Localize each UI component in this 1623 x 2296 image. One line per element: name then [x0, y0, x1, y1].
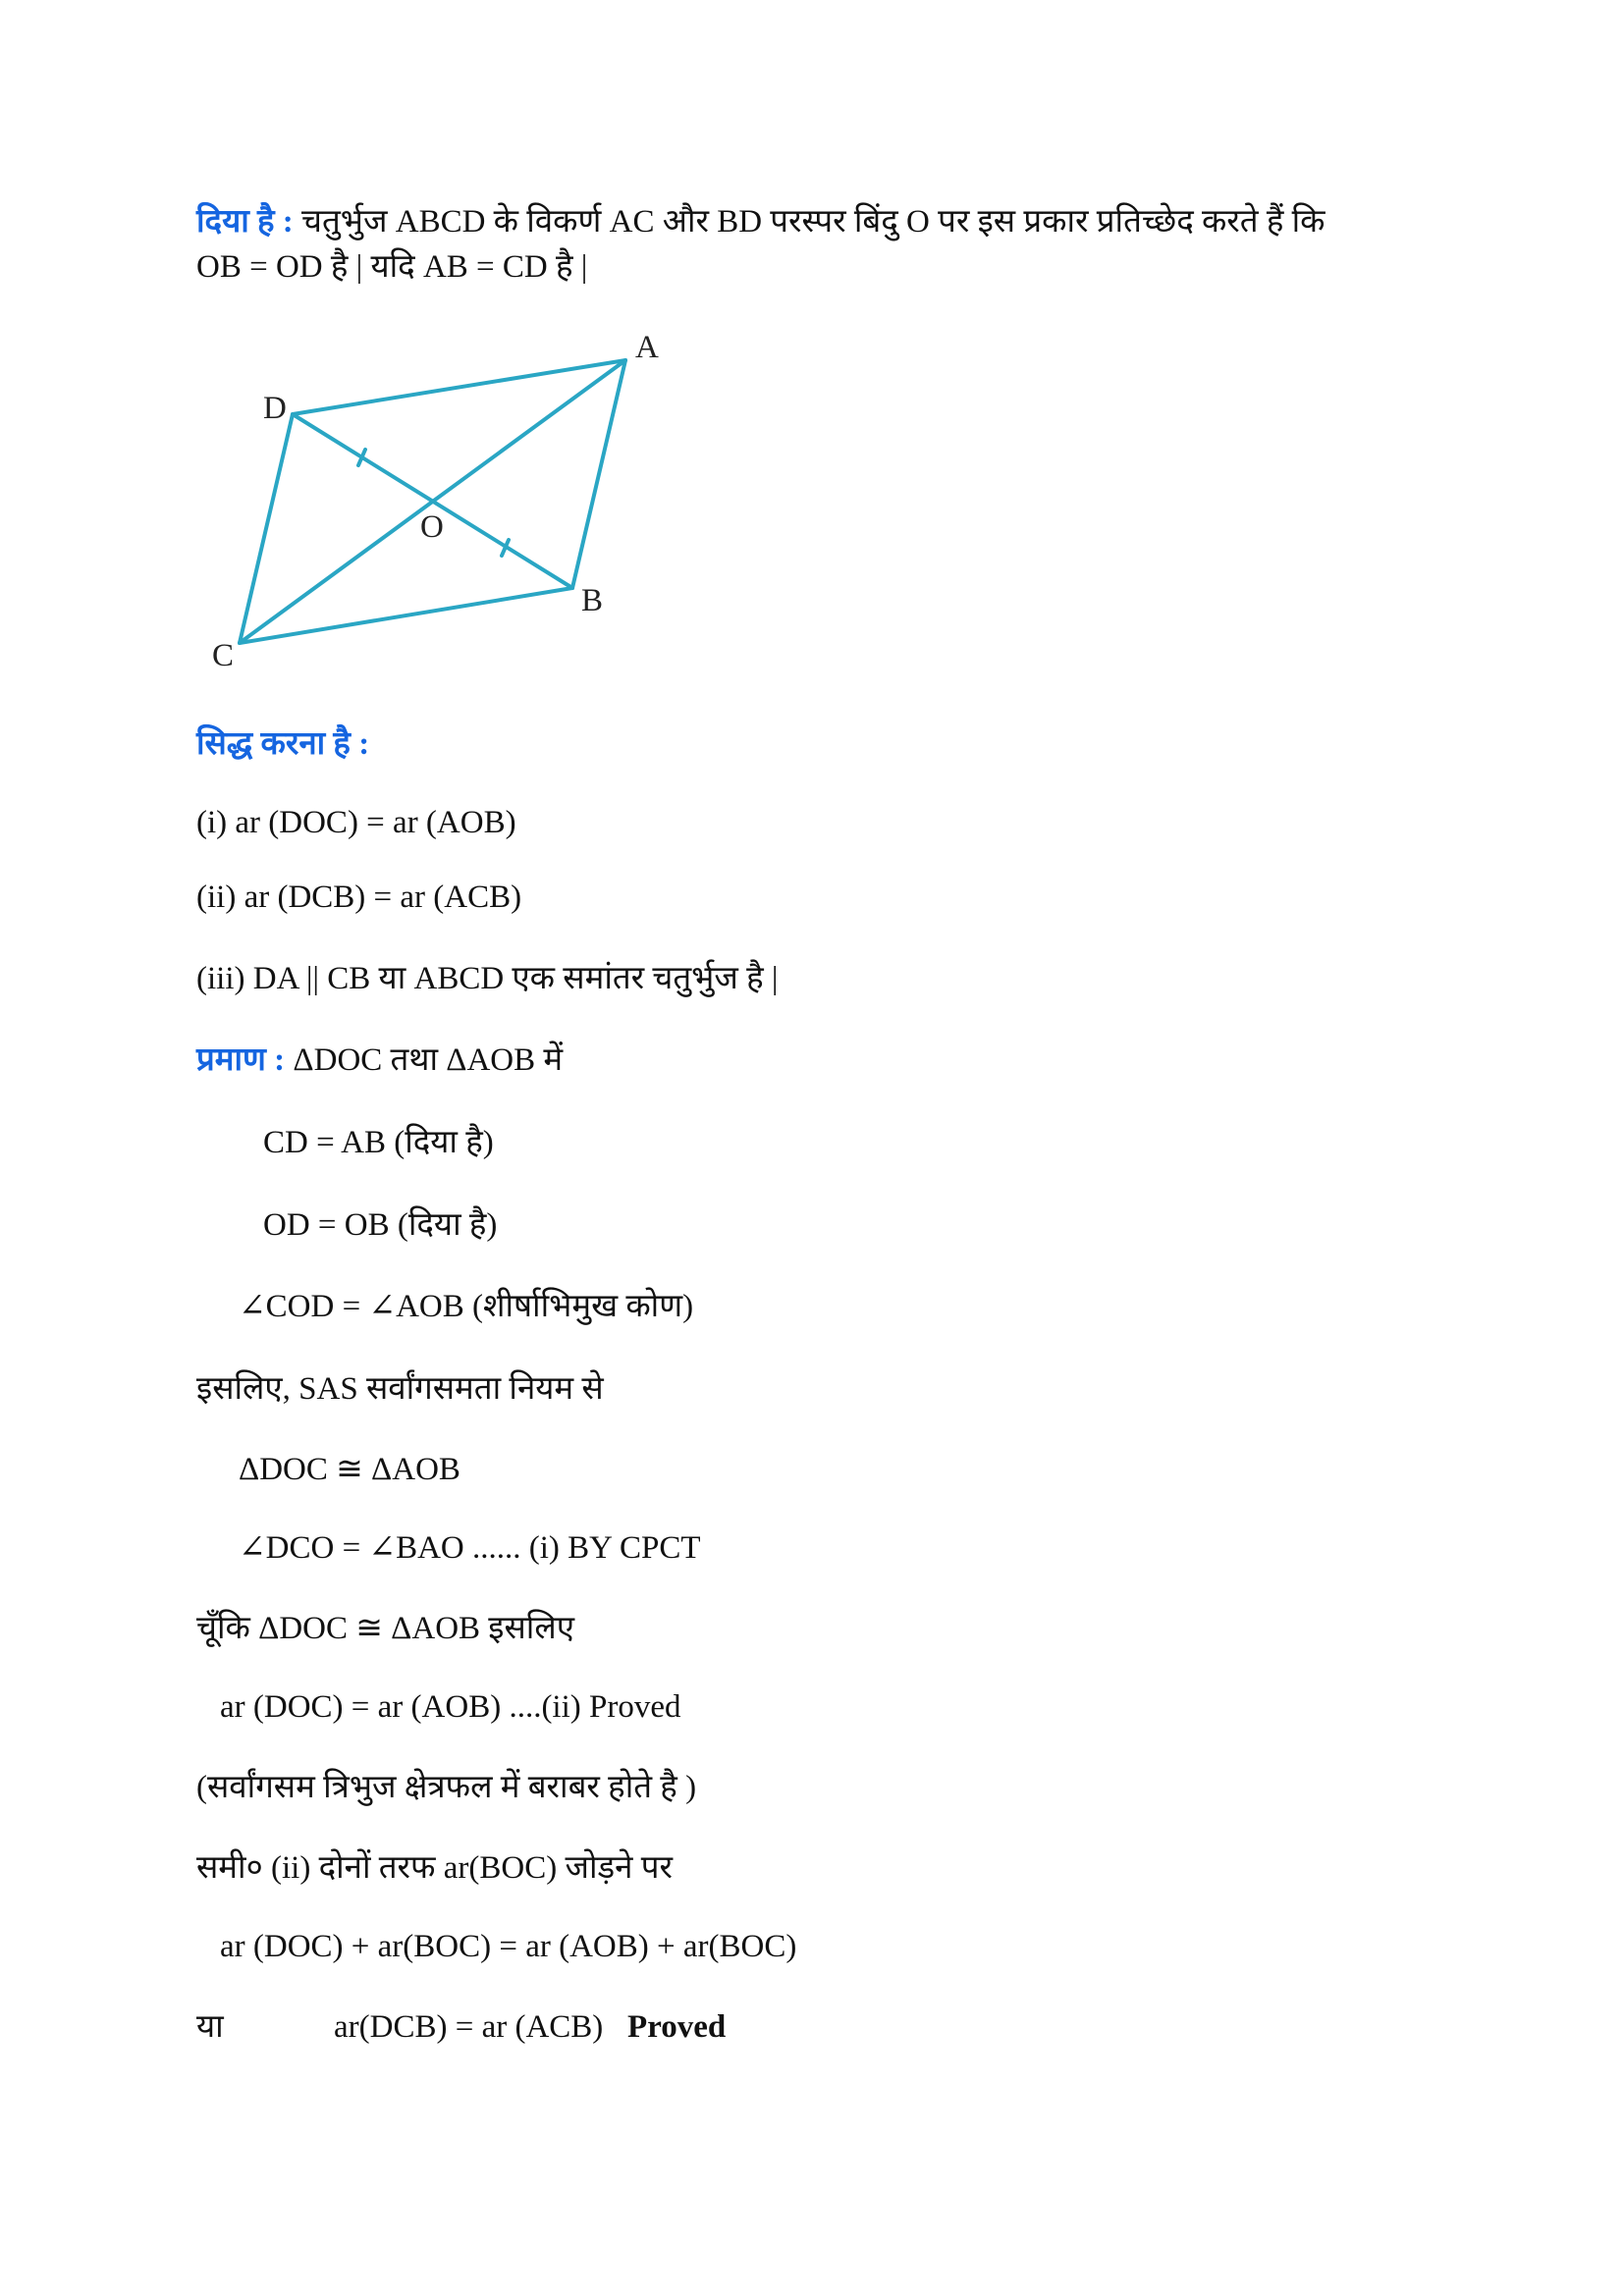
label-o: O [420, 509, 444, 545]
proof-final-line [334, 2005, 726, 2049]
given-line-1 [196, 200, 1325, 243]
proof-heading: प्रमाण : [196, 1042, 286, 1078]
label-a: A [635, 330, 659, 365]
proof-step-7: चूँकि ΔDOC ≅ ΔAOB इसलिए [196, 1611, 574, 1646]
to-prove-item-1: (i) ar (DOC) = ar (AOB) [196, 805, 516, 840]
proof-step-9: (सर्वांगसम त्रिभुज क्षेत्रफल में बराबर होते है ) [196, 1770, 697, 1805]
proof-step-11: ar (DOC) + ar(BOC) = ar (AOB) + ar(BOC) [220, 1929, 797, 1964]
proof-step-1: CD = AB (दिया है) [263, 1125, 494, 1160]
given-text-1: चतुर्भुज ABCD के विकर्ण AC और BD परस्पर बिंदु O पर इस प्रकार प्रतिच्छेद करते हैं कि [301, 204, 1325, 240]
to-prove-heading: सिद्ध करना है : [196, 726, 370, 762]
proof-step-10: समी० (ii) दोनों तरफ ar(BOC) जोड़ने पर [196, 1850, 673, 1886]
proof-step-3: ∠COD = ∠AOB (शीर्षाभिमुख कोण) [239, 1289, 694, 1324]
given-line-2: OB = OD है | यदि AB = CD है | [196, 249, 588, 285]
given-heading: दिया है : [196, 204, 294, 240]
label-d: D [263, 391, 287, 426]
proof-intro-line [196, 1039, 563, 1082]
proof-intro: ΔDOC तथा ΔAOB में [293, 1042, 564, 1078]
proof-step-8: ar (DOC) = ar (AOB) ....(ii) Proved [220, 1689, 681, 1725]
to-prove-item-3: (iii) DA || CB या ABCD एक समांतर चतुर्भुज है | [196, 961, 779, 996]
proof-step-4: इसलिए, SAS सर्वांगसमता नियम से [196, 1371, 604, 1407]
quadrilateral-figure [196, 324, 687, 697]
to-prove-item-2: (ii) ar (DCB) = ar (ACB) [196, 880, 522, 915]
label-c: C [212, 638, 235, 673]
proof-step-2: OD = OB (दिया है) [263, 1207, 498, 1243]
proof-final-prefix: या [196, 2009, 224, 2045]
side-da [293, 360, 625, 414]
proof-step-6: ∠DCO = ∠BAO ...... (i) BY CPCT [239, 1530, 701, 1566]
label-b: B [581, 583, 604, 618]
proof-step-5: ΔDOC ≅ ΔAOB [239, 1452, 460, 1487]
figure-lines [240, 360, 625, 643]
diagonal-bd [293, 414, 572, 588]
proof-final-equation: ar(DCB) = ar (ACB) [334, 2009, 604, 2045]
side-bc [240, 588, 572, 643]
proof-final-word: Proved [627, 2009, 727, 2045]
